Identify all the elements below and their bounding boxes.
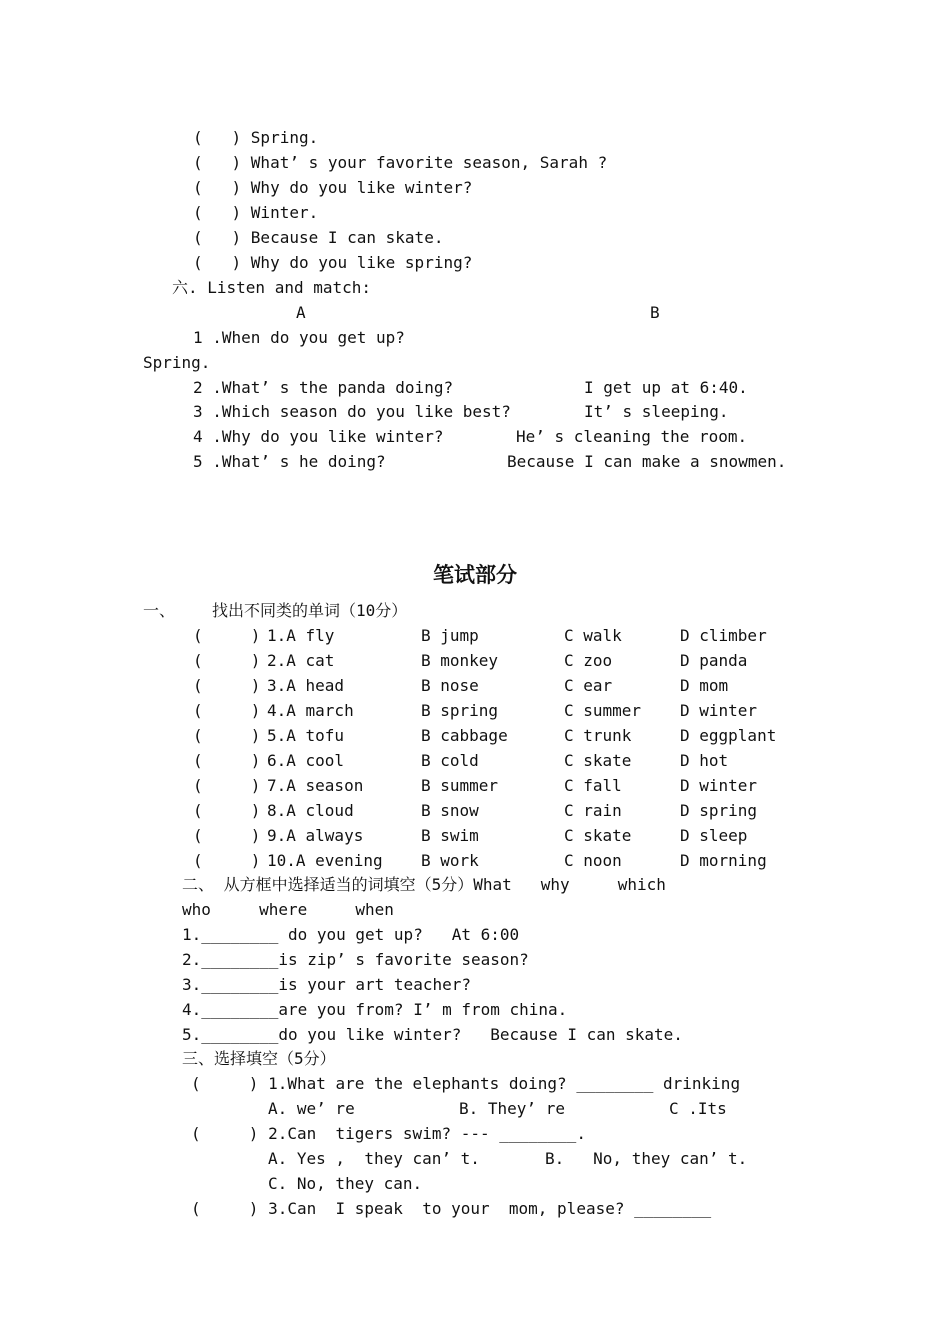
match-question-4: 4 .Why do you like winter? [193, 427, 444, 446]
match-col-b: B [650, 303, 660, 322]
part1-row-4-d: D winter [680, 701, 758, 720]
part1-row-2-paren: ( ) [193, 651, 261, 670]
part2-item-4: 4.________are you from? I’ m from china. [182, 1000, 568, 1019]
reorder-line-2: ( ) What’ s your favorite season, Sarah ? [193, 153, 608, 172]
match-answer-3: It’ s sleeping. [584, 402, 729, 421]
match-question-3: 3 .Which season do you like best? [193, 402, 511, 421]
match-question-1: 1 .When do you get up? [193, 328, 405, 347]
match-col-a: A [296, 303, 306, 322]
match-answer-4: He’ s cleaning the room. [516, 427, 748, 446]
part1-row-4-b: B spring [421, 701, 499, 720]
match-question-5: 5 .What’ s he doing? [193, 452, 386, 471]
part2-heading: 二、 从方框中选择适当的词填空（5分）What why which [182, 875, 666, 894]
part3-q1-option-b: B. They’ re [459, 1099, 565, 1118]
part1-row-1-paren: ( ) [193, 626, 261, 645]
part2-item-1: 1.________ do you get up? At 6:00 [182, 925, 520, 944]
part1-row-7-c: C fall [564, 776, 622, 795]
written-section-title: 笔试部分 [433, 563, 517, 587]
part1-row-4-c: C summer [564, 701, 642, 720]
part1-row-9-d: D sleep [680, 826, 748, 845]
reorder-line-4: ( ) Winter. [193, 203, 319, 222]
part3-q2-option-b: B. No, they can’ t. [545, 1149, 748, 1168]
part3-q1-option-a: A. we’ re [268, 1099, 355, 1118]
part1-row-10-b: B work [421, 851, 479, 870]
part2-item-3: 3.________is your art teacher? [182, 975, 471, 994]
part1-row-8-a: 8.A cloud [267, 801, 354, 820]
part1-row-3-b: B nose [421, 676, 479, 695]
part1-number: 一、 [143, 601, 176, 620]
part1-row-3-d: D mom [680, 676, 729, 695]
part1-row-10-paren: ( ) [193, 851, 261, 870]
part1-row-2-c: C zoo [564, 651, 613, 670]
match-answer-wrap: Spring. [143, 353, 211, 372]
part3-question-3: ( ) 3.Can I speak to your mom, please? ________ [191, 1199, 712, 1218]
part1-row-2-d: D panda [680, 651, 748, 670]
part1-row-2-a: 2.A cat [267, 651, 335, 670]
part1-row-5-a: 5.A tofu [267, 726, 345, 745]
part1-row-3-c: C ear [564, 676, 613, 695]
part1-heading: 找出不同类的单词（10分） [212, 601, 408, 620]
part1-row-9-b: B swim [421, 826, 479, 845]
part1-row-6-paren: ( ) [193, 751, 261, 770]
part1-row-8-paren: ( ) [193, 801, 261, 820]
part1-row-1-a: 1.A fly [267, 626, 335, 645]
part1-row-7-b: B summer [421, 776, 499, 795]
part2-word-box-wrap: who where when [182, 900, 394, 919]
part3-heading: 三、选择填空（5分） [182, 1049, 336, 1068]
part3-question-1: ( ) 1.What are the elephants doing? ________ drinking [191, 1074, 741, 1093]
part1-row-1-b: B jump [421, 626, 479, 645]
part2-item-5: 5.________do you like winter? Because I can skate. [182, 1025, 683, 1044]
match-answer-2: I get up at 6:40. [584, 378, 748, 397]
part1-row-9-paren: ( ) [193, 826, 261, 845]
match-question-2: 2 .What’ s the panda doing? [193, 378, 454, 397]
part1-row-1-c: C walk [564, 626, 622, 645]
part1-row-9-c: C skate [564, 826, 632, 845]
part1-row-3-paren: ( ) [193, 676, 261, 695]
part1-row-6-d: D hot [680, 751, 729, 770]
part1-row-8-c: C rain [564, 801, 622, 820]
part1-row-10-c: C noon [564, 851, 622, 870]
part1-row-3-a: 3.A head [267, 676, 345, 695]
part1-row-1-d: D climber [680, 626, 767, 645]
part1-row-8-b: B snow [421, 801, 479, 820]
part3-q1-option-c: C .Its [669, 1099, 727, 1118]
reorder-line-1: ( ) Spring. [193, 128, 319, 147]
part1-row-8-d: D spring [680, 801, 758, 820]
part1-row-5-b: B cabbage [421, 726, 508, 745]
part1-row-5-c: C trunk [564, 726, 632, 745]
reorder-line-6: ( ) Why do you like spring? [193, 253, 473, 272]
part1-row-7-d: D winter [680, 776, 758, 795]
part1-row-7-a: 7.A season [267, 776, 364, 795]
part3-q2-option-c: C. No, they can. [268, 1174, 423, 1193]
part1-row-10-a: 10.A evening [267, 851, 383, 870]
part3-question-2: ( ) 2.Can tigers swim? --- ________. [191, 1124, 586, 1143]
part1-row-4-paren: ( ) [193, 701, 261, 720]
part1-row-5-paren: ( ) [193, 726, 261, 745]
part1-row-9-a: 9.A always [267, 826, 364, 845]
match-heading: 六. Listen and match: [172, 278, 372, 297]
part1-row-7-paren: ( ) [193, 776, 261, 795]
part1-row-6-b: B cold [421, 751, 479, 770]
reorder-line-3: ( ) Why do you like winter? [193, 178, 473, 197]
part2-item-2: 2.________is zip’ s favorite season? [182, 950, 529, 969]
part1-row-5-d: D eggplant [680, 726, 777, 745]
reorder-line-5: ( ) Because I can skate. [193, 228, 444, 247]
part1-row-6-a: 6.A cool [267, 751, 345, 770]
part1-row-10-d: D morning [680, 851, 767, 870]
part1-row-2-b: B monkey [421, 651, 499, 670]
part1-row-6-c: C skate [564, 751, 632, 770]
part3-q2-option-a: A. Yes , they can’ t. [268, 1149, 480, 1168]
part1-row-4-a: 4.A march [267, 701, 354, 720]
match-answer-5: Because I can make a snowmen. [507, 452, 787, 471]
